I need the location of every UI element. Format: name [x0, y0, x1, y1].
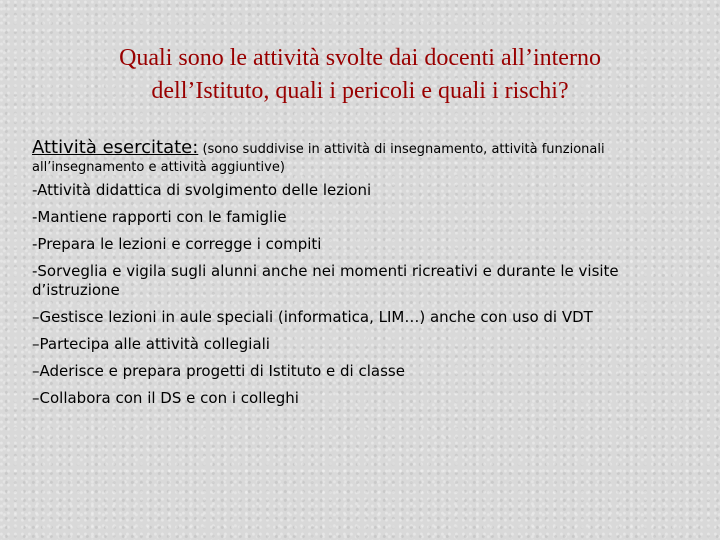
slide-title-line-2: dell’Istituto, quali i pericoli e quali i rischi? [151, 78, 569, 104]
activity-list [32, 181, 692, 408]
activity-item: –Gestisce lezioni in aule speciali (informatica, LIM…) anche con uso di VDT [32, 308, 593, 326]
slide-body [32, 139, 692, 416]
activity-item: –Partecipa alle attività collegiali [32, 335, 270, 353]
slide-title-line-1: Quali sono le attività svolte dai docenti all’interno [119, 45, 601, 71]
section-heading-label: Attività esercitate: [32, 137, 199, 158]
activity-item: -Sorveglia e vigila sugli alunni anche nei momenti ricreativi e durante le visite d’istruzione [32, 262, 619, 299]
activity-item: –Aderisce e prepara progetti di Istituto e di classe [32, 362, 405, 380]
slide-title [0, 42, 720, 108]
activity-item: -Attività didattica di svolgimento delle lezioni [32, 181, 372, 199]
section-heading-note: (sono suddivise in attività di insegnamento, attività funzionali all’insegnamento e attività aggiuntive) [32, 142, 605, 175]
activity-item: -Prepara le lezioni e corregge i compiti [32, 235, 322, 253]
activity-item: –Collabora con il DS e con i colleghi [32, 389, 299, 407]
activity-item: -Mantiene rapporti con le famiglie [32, 208, 287, 226]
section-heading [32, 139, 692, 177]
